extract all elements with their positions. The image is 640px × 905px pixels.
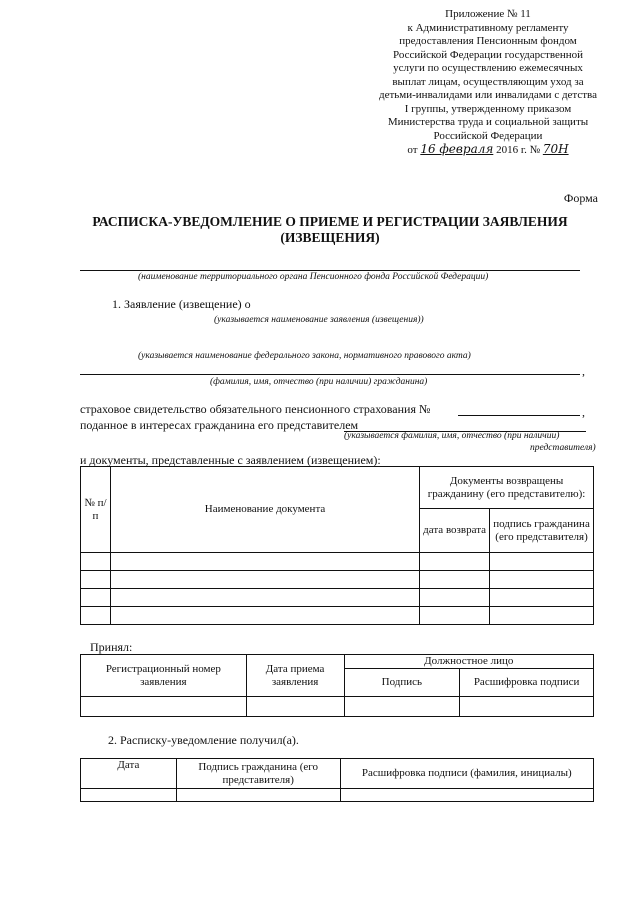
appendix-date-line [372,143,604,158]
number-sign: № [529,144,541,156]
citizen-name-caption: (фамилия, имя, отчество (при наличии) гражданина) [210,377,428,387]
appendix-line: выплат лицам, осуществляющим уход за [392,75,584,88]
col-reg-number-header: Регистрационный номер заявления [81,655,247,697]
table-row [81,571,594,589]
receipt-table [80,758,594,802]
comma: , [582,405,585,419]
representative-caption: (указывается фамилия, имя, отчество (при наличии) [344,431,560,441]
col-num-header: № п/п [81,467,111,553]
accepted-label: Принял: [90,640,133,654]
appendix-line: Российской Федерации [433,129,543,142]
citizen-name-field[interactable] [80,374,580,375]
table-row [81,607,594,625]
appendix-header [372,8,604,158]
registration-table [80,654,594,717]
col-returned-header: Документы возвращены гражданину (его представителю): [420,467,594,509]
title-line-1: РАСПИСКА-УВЕДОМЛЕНИЕ О ПРИЕМЕ И РЕГИСТРАЦИИ ЗАЯВЛЕНИЯ [92,214,568,229]
territorial-body-field[interactable] [80,270,580,271]
documents-intro: и документы, представленные с заявлением (извещением): [80,453,381,467]
form-label: Форма [563,191,598,205]
date-prefix: от [407,144,418,156]
table-row [81,697,594,717]
insurance-label: страховое свидетельство обязательного пенсионного страхования № [80,402,431,416]
representative-caption-2: представителя) [530,443,596,453]
application-name-caption: (указывается наименование заявления (извещения)) [214,315,424,325]
date-year: 2016 г. [496,144,527,156]
col-name-header: Наименование документа [110,467,419,553]
appendix-line: Приложение № 11 [445,8,531,20]
section2-label: 2. Расписку-уведомление получил(а). [108,733,299,747]
table-row [81,789,594,802]
handwritten-date: 16 февраля [420,142,494,156]
appendix-line: услуги по осуществлению ежемесячных [393,62,583,74]
title-line-2: (ИЗВЕЩЕНИЯ) [280,230,380,245]
col-return-date-header: дата возврата [420,509,490,553]
section1-label: 1. Заявление (извещение) о [112,297,251,311]
table-row [81,589,594,607]
col-citizen-signature-header: Подпись гражданина (его представителя) [176,759,340,789]
col-official-header: Должностное лицо [344,655,594,669]
col-decode-header: Расшифровка подписи [460,669,594,697]
appendix-line: предоставления Пенсионным фондом [399,35,577,47]
appendix-line: детьми-инвалидами или инвалидами с детства [378,89,597,101]
col-decode-header: Расшифровка подписи (фамилия, инициалы) [340,759,593,789]
territorial-body-caption: (наименование территориального органа Пенсионного фонда Российской Федерации) [138,272,489,282]
handwritten-number: 70Н [542,142,569,156]
law-name-caption: (указывается наименование федерального закона, нормативного правового акта) [138,351,471,361]
appendix-line: Министерства труда и социальной защиты [387,116,589,128]
comma: , [582,364,585,378]
table-row [81,553,594,571]
insurance-number-field[interactable] [458,415,580,416]
document-title [60,214,600,246]
appendix-line: I группы, утвержденному приказом [404,102,572,115]
col-signature-header: подпись гражданина (его представителя) [490,509,594,553]
col-accept-date-header: Дата приема заявления [246,655,344,697]
appendix-line: к Административному регламенту [407,21,569,34]
representative-label: поданное в интересах гражданина его представителем [80,418,359,432]
documents-table [80,466,594,625]
col-date-header: Дата [81,759,177,789]
appendix-line: Российской Федерации государственной [392,48,584,61]
col-signature-header: Подпись [344,669,460,697]
